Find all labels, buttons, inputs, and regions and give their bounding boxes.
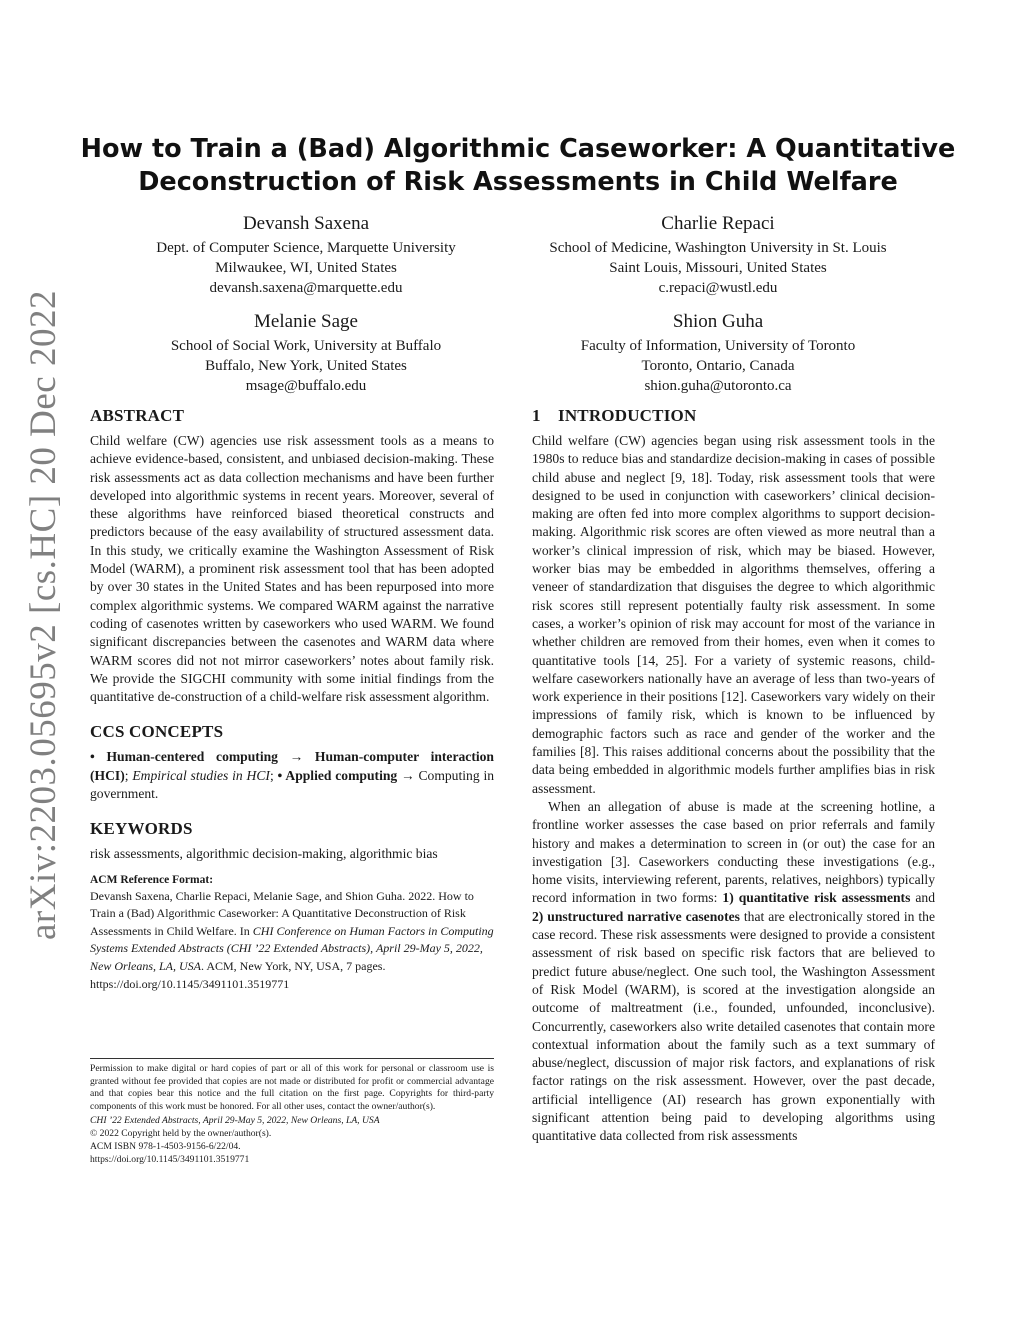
- author-email[interactable]: devansh.saxena@marquette.edu: [209, 280, 403, 296]
- left-column: [90, 404, 494, 993]
- ccs-sep: ;: [124, 767, 133, 783]
- para2-and: and: [910, 890, 935, 906]
- introduction-heading: [532, 404, 935, 428]
- ref-venue: CHI Conference on Human Factors in Computing Systems Extended Abstracts (CHI ’22 Extended Abstracts), April 29-May 5, 2022, New Orleans, LA, USA: [90, 923, 494, 974]
- ccs-text: [90, 748, 494, 803]
- intro-paragraph-1: Child welfare (CW) agencies began using risk assessment tools in the 1980s to reduce bias and standardize decision-making in cases of possible child abuse and neglect [9, 18]. Today, risk assessment tools that were designed to be used in conjunction with caseworkers’ clinical decision-making are often fed into more complex algorithms to support decision-making. Algorithmic risk scores are often viewed as more neutral than a worker’s clinical impression of risk, which may be biased. However, worker bias may be embedded in algorithms themselves, offering a veneer of standardization that disguises the degree to which algorithmic risk scores still represent potentially faulty risk assessment. In some cases, a worker’s opinion of risk may account for most of the variance in whether children are removed from their homes, even when it comes to quantitative tools [14, 25]. For a variety of systemic reasons, child-welfare caseworkers nationally have an average of less than two-years of work experience in their positions [12]. Caseworkers vary widely on their impressions of family risk, which is known to be influenced by demographic factors such as race and gender of the worker and the families [8]. This raises additional concerns about the possibility that the data being embedded in algorithmic models further amplifies bias in risk assessment.: [532, 433, 935, 796]
- author-affiliation: Dept. of Computer Science, Marquette University: [156, 240, 456, 256]
- author-email[interactable]: shion.guha@utoronto.ca: [644, 378, 792, 394]
- footnote-isbn: ACM ISBN 978-1-4503-9156-6/22/04.: [90, 1140, 241, 1152]
- ref-part-1: Devansh Saxena, Charlie Repaci, Melanie Sage, and Shion Guha. 2022. How to Train a (Bad) Algorithmic Caseworker: A Quantitative Deconstruction of Risk Assessments in Child Welfare. In: [90, 888, 474, 938]
- author-affiliation: School of Medicine, Washington University in St. Louis: [549, 240, 887, 256]
- author-name: Melanie Sage: [254, 311, 358, 332]
- para2-part-c: that are electronically stored in the case record. These risk assessments were designed to provide a consistent assessment of risk based on specific risk factors that are believed to predict future abuse/neglect. One such tool, the Washington Assessment of Risk Model (WARM), is scored at the investigation alongside an outcome of maltreatment (i.e., founded, unfounded, inconclusive). Concurrently, caseworkers also write detailed casenotes that contain more contextual information about the family such as a text summary of abuse/neglect, discussion of major risk factors, and explanations of risk factor ratings on the risk assessment. However, over the past decade, artificial intelligence (AI) research has grown exponentially with significant attention being paid to developing algorithms using quantitative data collected from risk assessments: [532, 908, 935, 1144]
- author-affiliation: Faculty of Information, University of Toronto: [580, 338, 856, 354]
- permission-text: Permission to make digital or hard copies of part or all of this work for personal or classroom use is granted without fee provided that copies are not made or distributed for profit or commercial advantage and that copies bear this notice and the full citation on the first page. Copyrights for third-party components of this work must be honored. For all other uses, contact the owner/author(s).: [90, 1063, 494, 1113]
- abstract-heading: ABSTRACT: [90, 406, 185, 425]
- footnote-copyright: © 2022 Copyright held by the owner/author(s).: [90, 1127, 272, 1139]
- footnote-venue-text: CHI ’22 Extended Abstracts, April 29-May 5, 2022, New Orleans, LA, USA: [90, 1114, 380, 1126]
- author-location: Milwaukee, WI, United States: [215, 260, 397, 276]
- para2-part-a: When an allegation of abuse is made at the screening hotline, a frontline worker assesses the case based on prior referrals and family history and makes a determination to screen in (or out) the case for an investigation [3]. Caseworkers conducting these investigations (e.g., home visits, interviewing referent, parents, relatives, neighbors) typically record information in two forms:: [532, 798, 935, 906]
- para2-bold-2: 2) unstructured narrative casenotes: [532, 908, 740, 924]
- right-column: [532, 404, 935, 1146]
- title-line-2: Deconstruction of Risk Assessments in Child Welfare: [138, 167, 898, 197]
- abstract-text: Child welfare (CW) agencies use risk assessment tools as a means to achieve evidence-based, consistent, and unbiased decision-making. These risk assessments act as data collection mechanisms and have been further developed into algorithmic systems in recent years. Moreover, several of these algorithms have reinforced biased theoretical constructs and predictors because of the easy availability of structured assessment data. In this study, we critically examine the Washington Assessment of Risk Model (WARM), a prominent risk assessment tool that has been adopted by over 30 states in the United States and has been repurposed into more complex algorithmic systems. We compared WARM against the narrative coding of casenotes written by caseworkers who used WARM. We found significant discrepancies between the casenotes and WARM data where WARM scores did not not mirror caseworkers’ notes about family risk. We provide the SIGCHI community with some initial findings from the quantitative de-construction of a child-welfare risk assessment algorithm.: [90, 433, 494, 705]
- author-block: [508, 310, 928, 396]
- permission-footnote: [90, 1058, 494, 1166]
- ccs-government: Computing in government.: [90, 767, 495, 802]
- author-location: Toronto, Ontario, Canada: [641, 358, 795, 374]
- acm-reference-text: [90, 888, 494, 994]
- author-block: [96, 212, 516, 298]
- arrow-icon: →: [397, 767, 419, 783]
- keywords-heading: KEYWORDS: [90, 819, 193, 839]
- author-location: Saint Louis, Missouri, United States: [609, 260, 827, 276]
- paper-title: [60, 133, 976, 199]
- section-title: INTRODUCTION: [558, 406, 697, 425]
- author-email[interactable]: c.repaci@wustl.edu: [658, 280, 778, 296]
- author-email[interactable]: msage@buffalo.edu: [245, 378, 367, 394]
- para2-bold-1: 1) quantitative risk assessments: [722, 890, 911, 906]
- ref-part-2[interactable]: . ACM, New York, NY, USA, 7 pages. https://doi.org/10.1145/3491101.3519771: [90, 959, 386, 991]
- author-block: [96, 310, 516, 396]
- title-line-1: How to Train a (Bad) Algorithmic Caseworker: A Quantitative: [80, 134, 956, 164]
- author-name: Devansh Saxena: [242, 213, 370, 234]
- ccs-hci: Human-computer interaction (HCI): [90, 749, 494, 783]
- ccs-sep: ;: [269, 767, 278, 783]
- acm-reference-heading: ACM Reference Format:: [90, 873, 214, 886]
- arxiv-stamp: arXiv:2203.05695v2 [cs.HC] 20 Dec 2022: [23, 290, 64, 940]
- ccs-heading: CCS CONCEPTS: [90, 722, 224, 742]
- author-affiliation: School of Social Work, University at Buffalo: [170, 338, 442, 354]
- author-name: Charlie Repaci: [661, 213, 775, 234]
- arrow-icon: →: [277, 749, 315, 765]
- author-name: Shion Guha: [672, 311, 764, 332]
- author-location: Buffalo, New York, United States: [205, 358, 407, 374]
- footnote-venue: [90, 1114, 494, 1127]
- ccs-empirical: Empirical studies in HCI: [132, 767, 270, 783]
- keywords-text: risk assessments, algorithmic decision-making, algorithmic bias: [90, 846, 438, 862]
- ccs-hcc: • Human-centered computing: [90, 749, 278, 765]
- ccs-applied: • Applied computing: [277, 767, 398, 783]
- intro-paragraph-2: [532, 798, 935, 1146]
- section-number: 1: [532, 406, 541, 425]
- footnote-doi[interactable]: https://doi.org/10.1145/3491101.3519771: [90, 1153, 250, 1165]
- author-block: [508, 212, 928, 298]
